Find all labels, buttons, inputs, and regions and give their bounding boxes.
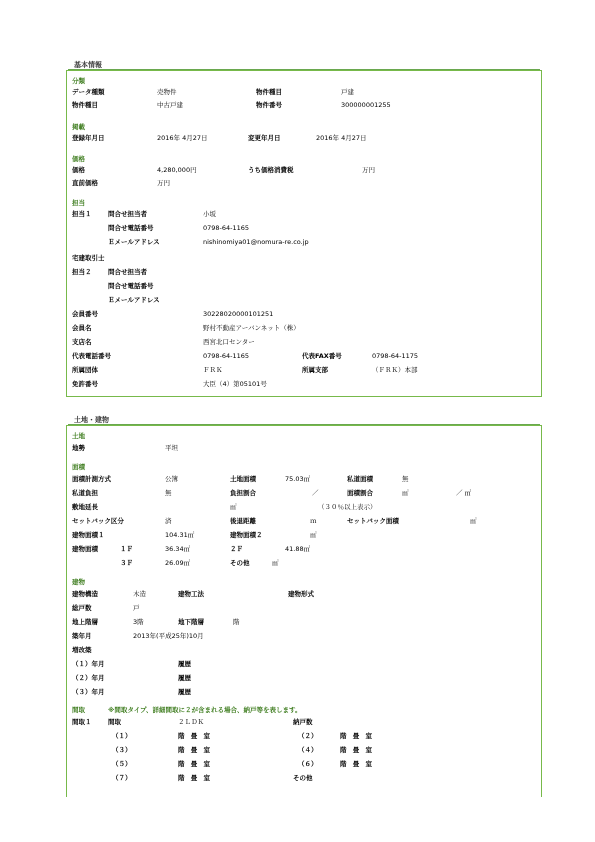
henko-value: 2016年 4月27日 — [316, 134, 367, 142]
contact-tel-label: 問合せ電話番号 — [108, 224, 154, 232]
floor2-label: ２Ｆ — [230, 545, 243, 553]
bukken-type-label: 物件種目 — [72, 101, 98, 109]
menseki-title: 面積 — [72, 463, 85, 471]
member-no-label: 会員番号 — [72, 310, 98, 318]
renov2-history: 履歴 — [178, 674, 191, 682]
menseki-wariai-value: ㎡ — [402, 489, 409, 497]
price-label: 価格 — [72, 166, 85, 174]
menseki-wariai-value2: ／ ㎡ — [456, 489, 472, 497]
room4-label: （４） — [298, 746, 318, 754]
shido-menseki-value: 無 — [402, 475, 409, 483]
tatemono-menseki1-label: 建物面積１ — [72, 531, 105, 539]
tatemono-menseki2-label: 建物面積２ — [230, 531, 263, 539]
chijo-value: 3階 — [133, 618, 144, 626]
setback-label: セットバック区分 — [72, 517, 124, 525]
room6-label: （６） — [298, 760, 318, 768]
sofudo-value: 戸 — [133, 604, 140, 612]
setback-area-label: セットバック面積 — [347, 517, 399, 525]
keisoku-value: 公簿 — [165, 475, 178, 483]
zokaichiku-label: 増改築 — [72, 646, 92, 654]
floor1-label: １Ｆ — [120, 545, 133, 553]
bukken-shumoku-label: 物件種目 — [256, 88, 282, 96]
koho-label: 建物工法 — [178, 590, 204, 598]
floor2-value: 41.88㎡ — [285, 545, 311, 553]
contact-email-label: Ｅメールアドレス — [108, 238, 160, 246]
room2-fields: 階 畳 室 — [340, 732, 375, 740]
contact2-email-label: Ｅメールアドレス — [108, 296, 160, 304]
member-name-label: 会員名 — [72, 324, 92, 332]
rep-fax-label: 代表FAX番号 — [302, 352, 342, 360]
madori-title: 間取 — [72, 706, 85, 714]
setback-value: 済 — [165, 517, 172, 525]
futan-wariai-value: ／ — [312, 489, 319, 497]
group-label: 所属団体 — [72, 366, 98, 374]
contact-name-value: 小坂 — [203, 210, 216, 218]
tanto2-label: 担当２ — [72, 268, 92, 276]
member-name-value: 野村不動産アーバンネット（株） — [203, 324, 300, 332]
madori-note: ※間取タイプ、詳細間取に２が含まれる場合、納戸等を表します。 — [108, 706, 302, 714]
section-basic-header: 基本情報 — [74, 61, 102, 69]
futan-wariai-label: 負担割合 — [230, 489, 256, 497]
branch-label: 支店名 — [72, 338, 92, 346]
shikichi-encho-label: 敷地延長 — [72, 503, 98, 511]
keisai-title: 掲載 — [72, 123, 85, 131]
floor1-value: 36.34㎡ — [165, 545, 191, 553]
kozo-label: 建物構造 — [72, 590, 98, 598]
contact2-name-label: 問合せ担当者 — [108, 268, 147, 276]
bunrui-title: 分類 — [72, 77, 85, 85]
tatemono-title: 建物 — [72, 578, 85, 586]
floor-other-value: ㎡ — [272, 559, 279, 567]
rep-tel-label: 代表電話番号 — [72, 352, 111, 360]
renov3-history: 履歴 — [178, 688, 191, 696]
tochi-menseki-value: 75.03㎡ — [285, 475, 311, 483]
setback-dist-value: ｍ — [310, 517, 317, 525]
chisei-label: 地勢 — [72, 444, 85, 452]
shido-futan-value: 無 — [165, 489, 172, 497]
contact2-tel-label: 問合せ電話番号 — [108, 282, 154, 290]
room7-label: （７） — [112, 774, 132, 782]
room6-fields: 階 畳 室 — [340, 760, 375, 768]
contact-tel-value: 0798-64-1165 — [203, 224, 250, 232]
tatemono-menseki1-value: 104.31㎡ — [165, 531, 195, 539]
keisoku-label: 面積計測方式 — [72, 475, 111, 483]
tax-value: 万円 — [362, 166, 375, 174]
room2-label: （２） — [298, 732, 318, 740]
madori1-label: 間取１ — [72, 718, 92, 726]
chiku-label: 築年月 — [72, 632, 92, 640]
price-value: 4,280,000円 — [157, 166, 197, 174]
room4-fields: 階 畳 室 — [340, 746, 375, 754]
branch-value: 西宮北口センター — [203, 338, 255, 346]
chijo-label: 地上階層 — [72, 618, 98, 626]
setback-area-value: ㎡ — [470, 517, 477, 525]
chika-label: 地下階層 — [178, 618, 204, 626]
shido-menseki-label: 私道面積 — [347, 475, 373, 483]
rep-fax-value: 0798-64-1175 — [372, 352, 419, 360]
chisei-value: 平坦 — [165, 444, 178, 452]
tatemono-menseki2-value: ㎡ — [310, 531, 317, 539]
room1-label: （１） — [112, 732, 132, 740]
shido-futan-label: 私道負担 — [72, 489, 98, 497]
renov2-label: （２）年月 — [72, 674, 105, 682]
shikichi-encho-value: ㎡ — [230, 503, 237, 511]
madori-type-value: ２ＬＤＫ — [178, 718, 204, 726]
chika-value: 階 — [233, 618, 240, 626]
floor-other-label: その他 — [230, 559, 250, 567]
bukken-shumoku-value: 戸建 — [341, 88, 354, 96]
section-basic-box — [66, 70, 542, 397]
tochi-title: 土地 — [72, 432, 85, 440]
takken-label: 宅建取引士 — [72, 254, 105, 262]
rep-tel-value: 0798-64-1165 — [203, 352, 250, 360]
prev-price-label: 直前価格 — [72, 179, 98, 187]
room7-fields: 階 畳 室 — [178, 774, 213, 782]
floor3-value: 26.09㎡ — [165, 559, 191, 567]
bukken-no-label: 物件番号 — [256, 101, 282, 109]
shikichi-encho-note: （３０％以上表示） — [318, 503, 377, 511]
henko-label: 変更年月日 — [248, 134, 281, 142]
chiku-value: 2013年(平成25年)10月 — [133, 632, 204, 640]
group-value: ＦＲＫ — [203, 366, 223, 374]
room5-label: （５） — [112, 760, 132, 768]
contact-name-label: 問合せ担当者 — [108, 210, 147, 218]
tanto1-label: 担当１ — [72, 210, 92, 218]
shibu-value: （ＦＲＫ）本部 — [372, 366, 418, 374]
tax-label: うち価格消費税 — [248, 166, 294, 174]
kozo-value: 木造 — [133, 590, 146, 598]
renov1-history: 履歴 — [178, 660, 191, 668]
keishiki-label: 建物形式 — [288, 590, 314, 598]
sofudo-label: 総戸数 — [72, 604, 92, 612]
toroku-value: 2016年 4月27日 — [157, 134, 208, 142]
nando-label: 納戸数 — [293, 718, 313, 726]
section-land-header: 土地・建物 — [74, 416, 109, 424]
data-type-label: データ種類 — [72, 88, 105, 96]
kakaku-title: 価格 — [72, 155, 85, 163]
data-type-value: 売物件 — [157, 88, 177, 96]
floor3-label: ３Ｆ — [120, 559, 133, 567]
bukken-type-value: 中古戸建 — [157, 101, 183, 109]
room5-fields: 階 畳 室 — [178, 760, 213, 768]
license-label: 免許番号 — [72, 380, 98, 388]
room3-label: （３） — [112, 746, 132, 754]
bukken-no-value: 300000001255 — [341, 101, 391, 109]
floor-area-label: 建物面積 — [72, 545, 98, 553]
tochi-menseki-label: 土地面積 — [230, 475, 256, 483]
toroku-label: 登録年月日 — [72, 134, 105, 142]
member-no-value: 30228020000101251 — [203, 310, 274, 318]
contact-email-value: nishinomiya01@nomura-re.co.jp — [203, 238, 309, 246]
room-other-label: その他 — [293, 774, 313, 782]
setback-dist-label: 後退距離 — [230, 517, 256, 525]
room1-fields: 階 畳 室 — [178, 732, 213, 740]
prev-price-value: 万円 — [157, 179, 170, 187]
madori-type-label: 間取 — [108, 718, 121, 726]
renov3-label: （３）年月 — [72, 688, 105, 696]
shibu-label: 所属支部 — [302, 366, 328, 374]
tanto-title: 担当 — [72, 199, 85, 207]
license-value: 大臣（4）第05101号 — [203, 380, 267, 388]
menseki-wariai-label: 面積割合 — [347, 489, 373, 497]
room3-fields: 階 畳 室 — [178, 746, 213, 754]
renov1-label: （１）年月 — [72, 660, 105, 668]
